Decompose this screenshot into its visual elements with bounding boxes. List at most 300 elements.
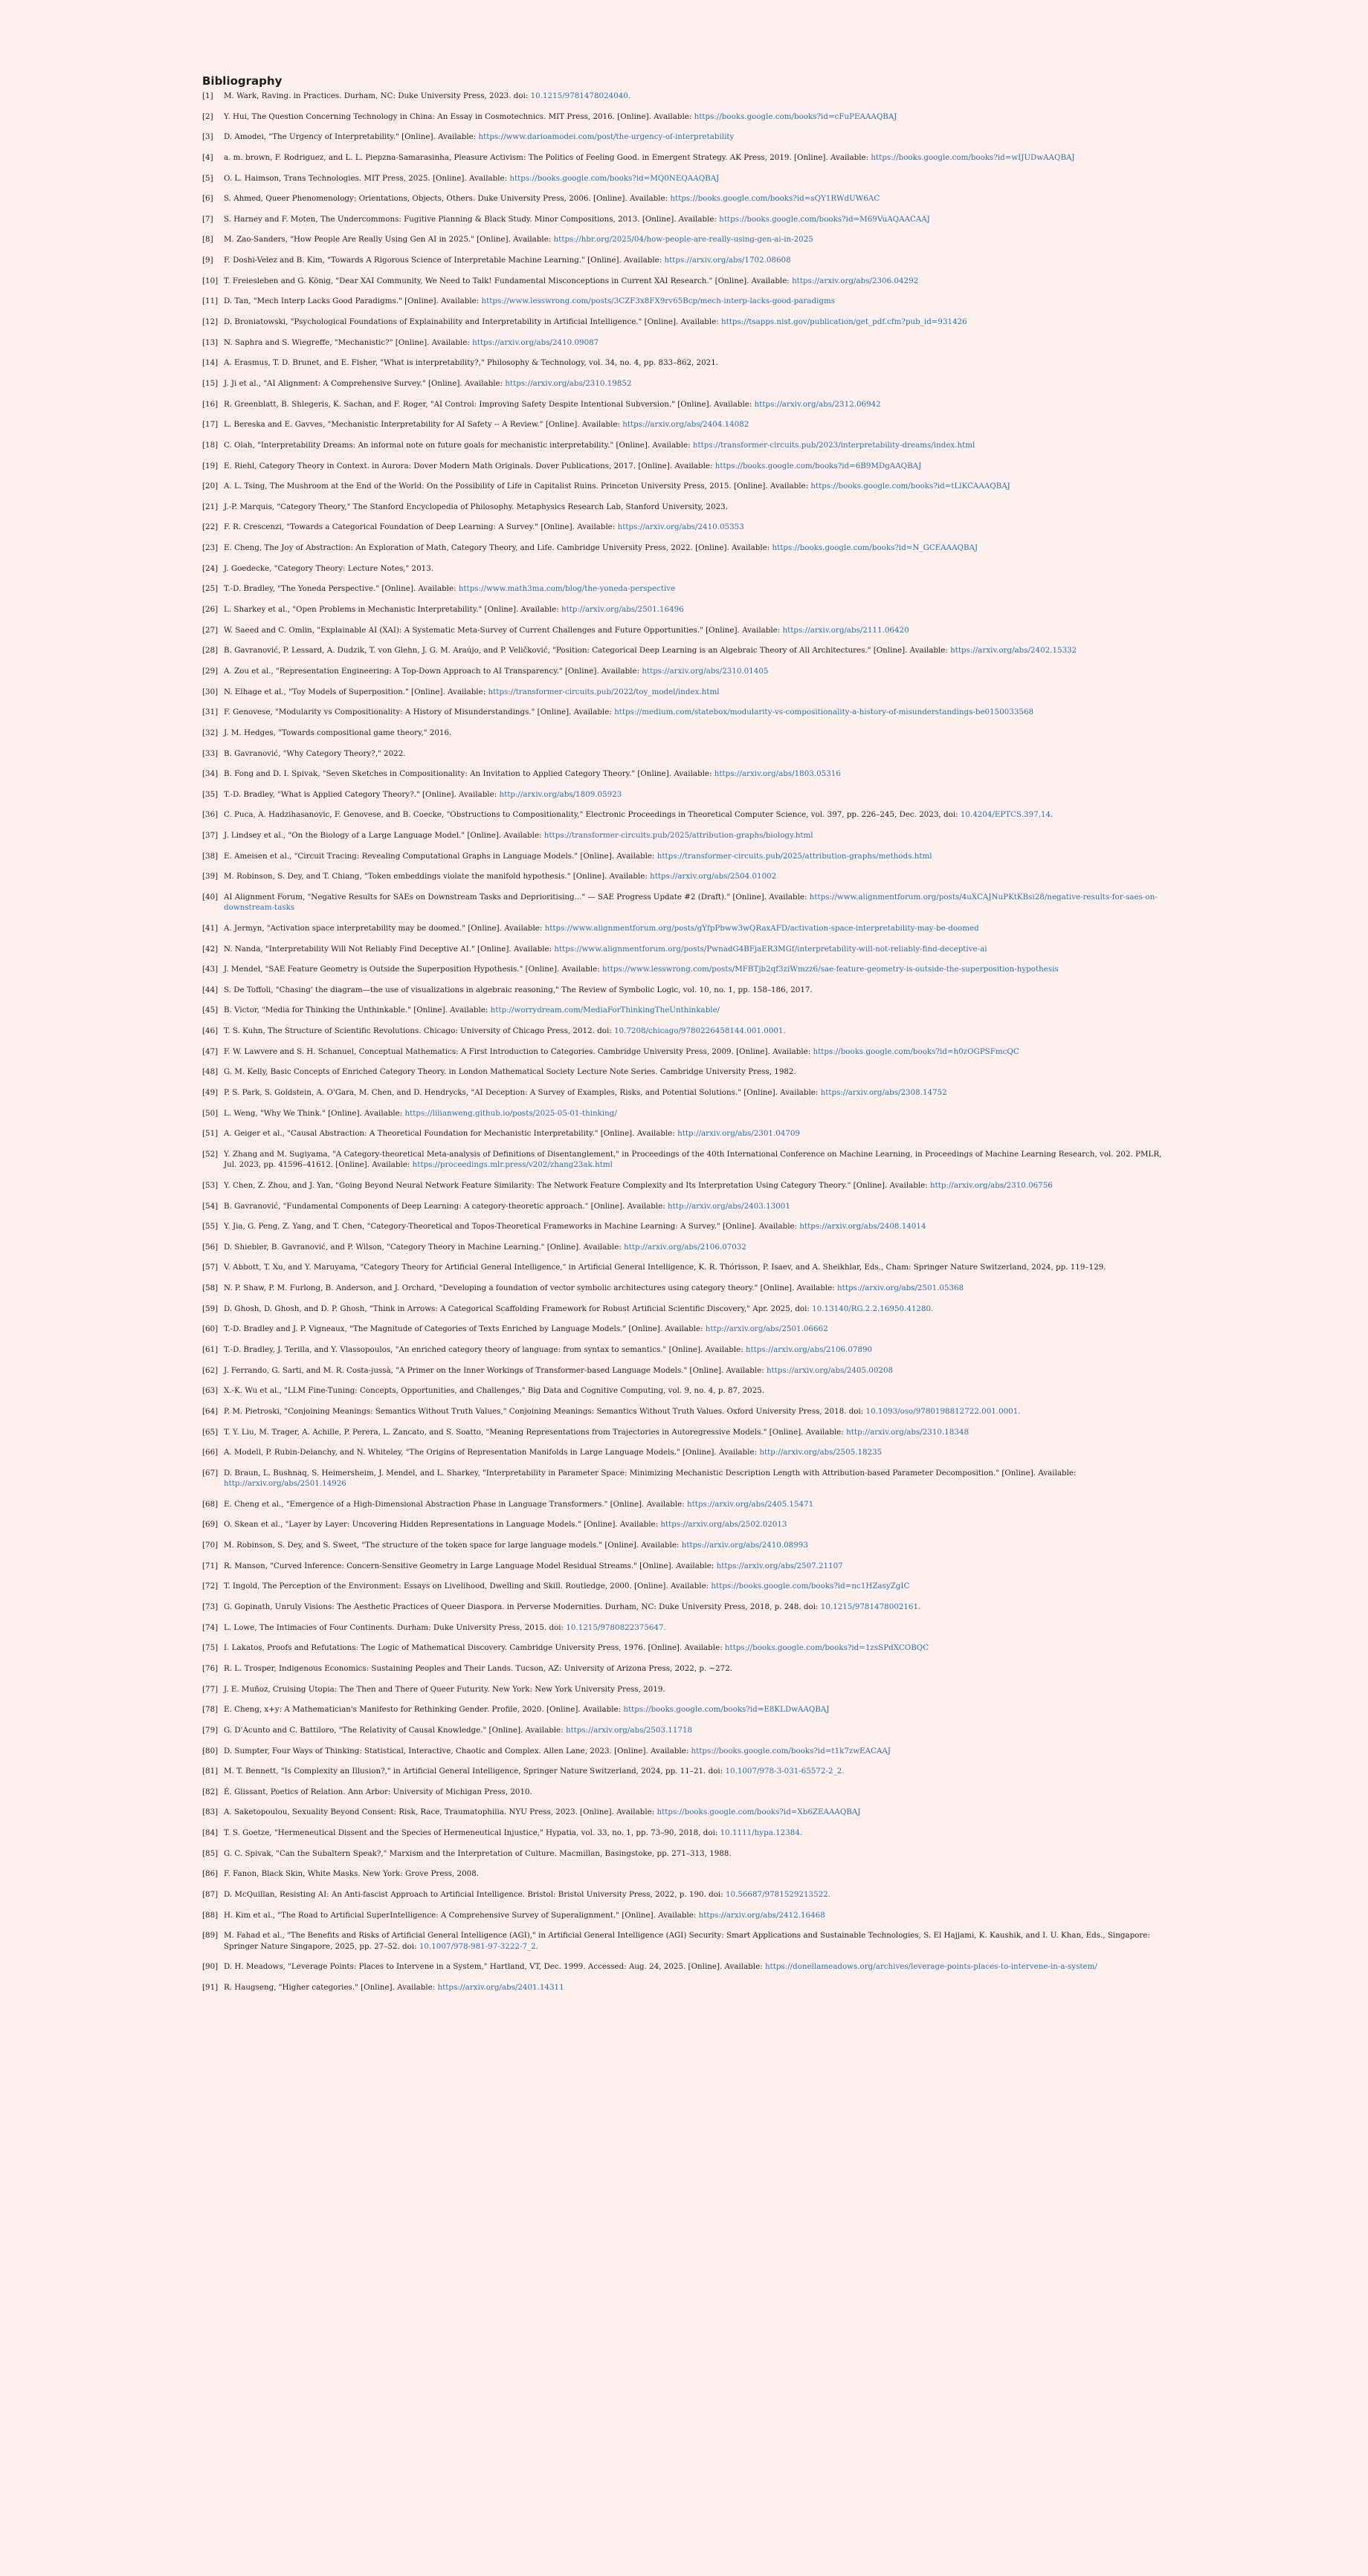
reference-text: T.-D. Bradley, "What is Applied Category Theory?." [Online]. Available: — [224, 789, 500, 799]
reference-text: M. Robinson, S. Dey, and S. Sweet, "The structure of the token space for large language models." [Online]. Available: — [224, 1541, 682, 1550]
reference-link[interactable]: 10.1093/oso/9780198812722.001.0001. — [865, 1406, 1021, 1416]
reference-number: [38] — [202, 851, 219, 861]
reference-body — [224, 461, 1169, 471]
reference-link[interactable]: 10.1007/978-981-97-3222-7_2. — [419, 1941, 538, 1951]
reference-text: É. Glissant, Poetics of Relation. Ann Arbor: University of Michigan Press, 2010. — [224, 1787, 532, 1796]
reference-body — [224, 1704, 1169, 1715]
reference-link[interactable]: http://arxiv.org/abs/1809.05923 — [499, 789, 622, 799]
reference-text: J. Lindsey et al., "On the Biology of a Large Language Model." [Online]. Available: — [224, 831, 544, 841]
reference-link[interactable]: https://arxiv.org/abs/2502.02013 — [660, 1520, 787, 1530]
reference-body — [224, 1540, 1169, 1550]
reference-link[interactable]: https://transformer-circuits.pub/2023/interpretability-dreams/index.html — [692, 440, 975, 450]
reference-text: N. Saphra and S. Wiegreffe, "Mechanistic?" [Online]. Available: — [224, 337, 473, 347]
reference-number: [10] — [202, 276, 219, 285]
reference-text: T. Freiesleben and G. König, "Dear XAI Community, We Need to Talk! Fundamental Misconceptions in Current XAI Research." [Online]. Available: — [224, 276, 793, 285]
reference-number: [55] — [202, 1222, 219, 1232]
reference-link[interactable]: https://arxiv.org/abs/2410.08993 — [681, 1541, 808, 1550]
reference-body — [224, 687, 1169, 697]
reference-text: C. Olah, "Interpretability Dreams: An informal note on future goals for mechanistic interpretability." [Online]. Available: — [224, 440, 693, 450]
reference-number: [32] — [202, 728, 219, 737]
reference-text: M. Zao-Sanders, "How People Are Really Using Gen AI in 2025." [Online]. Available: — [224, 235, 554, 245]
reference-body — [224, 193, 1169, 204]
reference-body — [224, 1602, 1169, 1612]
reference-entry — [202, 1283, 1169, 1293]
reference-link[interactable]: https://arxiv.org/abs/2401.14311 — [437, 1982, 564, 1992]
reference-number: [30] — [202, 687, 219, 696]
reference-entry — [202, 91, 1169, 101]
reference-entry — [202, 1180, 1169, 1191]
reference-entry — [202, 214, 1169, 224]
reference-body — [224, 748, 1169, 759]
reference-entry — [202, 892, 1169, 913]
reference-number: [50] — [202, 1108, 219, 1118]
reference-entry — [202, 337, 1169, 348]
reference-body — [224, 1304, 1169, 1314]
reference-body — [224, 1868, 1169, 1879]
reference-text: A. Zou et al., "Representation Engineering: A Top-Down Approach to AI Transparency." [Online]. Available: — [224, 666, 642, 676]
reference-entry — [202, 1026, 1169, 1036]
reference-body — [224, 255, 1169, 265]
reference-body — [224, 583, 1169, 594]
reference-text: E. Ameisen et al., "Circuit Tracing: Revealing Computational Graphs in Language Models." [Online]. Available: — [224, 851, 657, 861]
reference-body — [224, 923, 1169, 933]
reference-entry — [202, 1242, 1169, 1252]
reference-body — [224, 892, 1169, 913]
reference-number: [18] — [202, 440, 219, 450]
reference-number: [78] — [202, 1705, 219, 1715]
reference-entry — [202, 1982, 1169, 1993]
reference-body — [224, 789, 1169, 800]
reference-entry — [202, 851, 1169, 861]
reference-link[interactable]: https://arxiv.org/abs/2402.15332 — [950, 646, 1077, 656]
reference-body — [224, 276, 1169, 286]
reference-link[interactable]: https://arxiv.org/abs/2507.21107 — [716, 1561, 843, 1570]
reference-link[interactable]: https://books.google.com/books?id=wIJUDwAAQBAJ — [871, 152, 1075, 162]
reference-body — [224, 1766, 1169, 1776]
reference-body — [224, 768, 1169, 779]
reference-link[interactable]: https://arxiv.org/abs/2405.00208 — [766, 1365, 894, 1375]
reference-entry — [202, 964, 1169, 974]
reference-link[interactable]: https://www.darioamodei.com/post/the-urgency-of-interpretability — [478, 132, 735, 142]
reference-number: [8] — [202, 235, 213, 245]
reference-text: X.-K. Wu et al., "LLM Fine-Tuning: Concepts, Opportunities, and Challenges," Big Data and Cognitive Computing, vol. 9, no. 4, p. 87, 2025. — [224, 1386, 765, 1396]
reference-number: [22] — [202, 522, 219, 532]
reference-body — [224, 440, 1169, 450]
reference-link[interactable]: https://books.google.com/books?id=nc1HZasyZgIC — [711, 1582, 910, 1591]
reference-entry — [202, 830, 1169, 841]
reference-link[interactable]: https://books.google.com/books?id=N_GCEAAAQBAJ — [772, 543, 978, 553]
reference-entry — [202, 296, 1169, 306]
reference-body — [224, 378, 1169, 389]
reference-text: L. Lowe, The Intimacies of Four Continents. Durham: Duke University Press, 2015. doi: — [224, 1622, 567, 1632]
reference-number: [87] — [202, 1889, 219, 1899]
reference-entry — [202, 1746, 1169, 1756]
reference-number: [42] — [202, 944, 219, 954]
reference-text: R. Haugseng, "Higher categories." [Online]. Available: — [224, 1982, 438, 1992]
reference-number: [85] — [202, 1848, 219, 1858]
reference-text: A. Saketopoulou, Sexuality Beyond Consent: Risk, Race, Traumatophilia. NYU Press, 2023. [Online]. Available: — [224, 1808, 657, 1817]
reference-body — [224, 1889, 1169, 1900]
reference-entry — [202, 522, 1169, 532]
reference-text: J. Ferrando, G. Sarti, and M. R. Costa-jussà, "A Primer on the Inner Workings of Transformer-based Language Models." [Online]. Available: — [224, 1365, 767, 1375]
reference-number: [91] — [202, 1982, 219, 1992]
reference-body — [224, 1828, 1169, 1838]
reference-link[interactable]: https://www.alignmentforum.org/posts/gYfpPbww3wQRaxAFD/activation-space-interpretability-may-be-doomed — [544, 923, 979, 933]
reference-link[interactable]: 10.4204/EPTCS.397.14. — [960, 810, 1054, 820]
reference-link[interactable]: 10.1111/hypa.12384. — [720, 1828, 803, 1838]
reference-link[interactable]: https://arxiv.org/abs/2408.14014 — [799, 1222, 926, 1232]
reference-number: [89] — [202, 1931, 219, 1941]
reference-text: C. Puca, A. Hadzihasanovic, F. Genovese, and B. Coecke, "Obstructions to Compositionality," Electronic Proceedings in Theoretical Computer Science, vol. 397, pp. 226–245, Dec. 2023, doi: — [224, 810, 961, 820]
reference-body — [224, 337, 1169, 348]
reference-entry — [202, 1725, 1169, 1735]
reference-text: S. De Toffoli, "Chasing' the diagram—the use of visualizations in algebraic reasoning," The Review of Symbolic Logic, vol. 10, no. 1, pp. 158–186, 2017. — [224, 985, 813, 994]
reference-text: R. Greenblatt, B. Shlegeris, K. Sachan, and F. Roger, "AI Control: Improving Safety Despite Intentional Subversion." [Online]. Available: — [224, 399, 755, 409]
reference-link[interactable]: https://arxiv.org/abs/2404.14082 — [622, 420, 749, 430]
reference-link[interactable]: https://arxiv.org/abs/2310.01405 — [642, 666, 769, 676]
reference-link[interactable]: https://books.google.com/books?id=sQY1RWdUW6AC — [670, 194, 880, 204]
reference-entry — [202, 871, 1169, 881]
reference-entry — [202, 419, 1169, 430]
reference-number: [2] — [202, 111, 213, 121]
reference-body — [224, 1447, 1169, 1457]
reference-text: B. Gavranović, "Why Category Theory?," 2022. — [224, 748, 406, 758]
reference-link[interactable]: https://arxiv.org/abs/2310.19852 — [505, 378, 632, 388]
reference-link[interactable]: https://transformer-circuits.pub/2025/attribution-graphs/methods.html — [656, 851, 932, 861]
reference-link[interactable]: https://arxiv.org/abs/1803.05316 — [714, 769, 841, 779]
reference-body — [224, 399, 1169, 410]
reference-number: [31] — [202, 708, 219, 717]
reference-number: [40] — [202, 892, 219, 902]
reference-body — [224, 234, 1169, 245]
reference-text: O. Skean et al., "Layer by Layer: Uncovering Hidden Representations in Language Models." [Online]. Available: — [224, 1520, 661, 1530]
reference-number: [60] — [202, 1324, 219, 1334]
reference-link[interactable]: https://www.math3ma.com/blog/the-yoneda-perspective — [458, 584, 676, 594]
reference-number: [53] — [202, 1180, 219, 1190]
reference-number: [1] — [202, 91, 213, 100]
reference-number: [33] — [202, 748, 219, 758]
reference-text: J.-P. Marquis, "Category Theory," The Stanford Encyclopedia of Philosophy. Metaphysics Research Lab, Stanford University, 2023. — [224, 502, 728, 511]
reference-entry — [202, 357, 1169, 368]
reference-number: [14] — [202, 358, 219, 368]
reference-link[interactable]: http://arxiv.org/abs/2501.06662 — [705, 1324, 828, 1334]
reference-text: N. P. Shaw, P. M. Furlong, B. Anderson, and J. Orchard, "Developing a foundation of vector symbolic architectures using category theory." [Online]. Available: — [224, 1284, 838, 1293]
reference-number: [11] — [202, 297, 219, 306]
reference-text: A. Erasmus, T. D. Brunet, and E. Fisher, "What is interpretability?," Philosophy & Technology, vol. 34, no. 4, pp. 833–862, 2021. — [224, 358, 719, 368]
reference-entry — [202, 1447, 1169, 1457]
reference-text: G. Gopinath, Unruly Visions: The Aesthetic Practices of Queer Diaspora. in Perverse Modernities. Durham, NC: Duke University Press, 2018, p. 248. doi: — [224, 1602, 821, 1612]
reference-link[interactable]: https://arxiv.org/abs/2412.16468 — [698, 1910, 825, 1920]
reference-entry — [202, 255, 1169, 265]
reference-link[interactable]: https://books.google.com/books?id=E8KLDwAAQBAJ — [623, 1705, 830, 1715]
reference-link[interactable]: http://arxiv.org/abs/2501.16496 — [561, 605, 684, 615]
reference-entry — [202, 789, 1169, 800]
reference-entry — [202, 944, 1169, 954]
reference-body — [224, 1499, 1169, 1509]
reference-number: [63] — [202, 1386, 219, 1396]
reference-text: AI Alignment Forum, "Negative Results for SAEs on Downstream Tasks and Deprioritising..." — SAE Progress Update #2 (Draft)." [Online]. Available: — [224, 892, 810, 902]
reference-link[interactable]: http://worrydream.com/MediaForThinkingTheUnthinkable/ — [490, 1006, 720, 1015]
reference-body — [224, 1242, 1169, 1252]
reference-link[interactable]: http://arxiv.org/abs/2403.13001 — [668, 1201, 790, 1211]
reference-link[interactable]: http://arxiv.org/abs/2106.07032 — [624, 1242, 746, 1252]
reference-number: [76] — [202, 1663, 219, 1673]
reference-link[interactable]: https://donellameadows.org/archives/leverage-points-places-to-intervene-in-a-system/ — [764, 1962, 1097, 1972]
reference-link[interactable]: https://books.google.com/books?id=cFuPEAAAQBAJ — [694, 111, 897, 121]
reference-text: L. Bereska and E. Gavves, "Mechanistic Interpretability for AI Safety -- A Review." [Online]. Available: — [224, 420, 623, 430]
reference-link[interactable]: https://arxiv.org/abs/2410.09087 — [472, 337, 599, 347]
reference-link[interactable]: https://books.google.com/books?id=Xb6ZEAAAQBAJ — [656, 1808, 861, 1817]
reference-body — [224, 1005, 1169, 1015]
reference-body — [224, 1581, 1169, 1591]
reference-entry — [202, 563, 1169, 574]
reference-link[interactable]: https://tsapps.nist.gov/publication/get_pdf.cfm?pub_id=931426 — [720, 317, 967, 327]
reference-number: [25] — [202, 584, 219, 594]
reference-number: [72] — [202, 1582, 219, 1591]
reference-entry — [202, 923, 1169, 933]
reference-entry — [202, 1602, 1169, 1612]
reference-link[interactable]: https://arxiv.org/abs/1702.08608 — [664, 256, 791, 265]
reference-body — [224, 1787, 1169, 1797]
reference-number: [66] — [202, 1448, 219, 1457]
reference-link[interactable]: https://books.google.com/books?id=MQ0NEQAAQBAJ — [509, 173, 720, 183]
reference-body — [224, 604, 1169, 615]
reference-entry — [202, 152, 1169, 163]
reference-number: [73] — [202, 1602, 219, 1612]
reference-link[interactable]: http://arxiv.org/abs/2301.04709 — [677, 1129, 800, 1139]
reference-text: W. Saeed and C. Omlin, "Explainable AI (XAI): A Systematic Meta-Survey of Current Challenges and Future Opportunities." [Online]. Available: — [224, 625, 783, 635]
reference-body — [224, 563, 1169, 574]
reference-entry — [202, 1581, 1169, 1591]
reference-link[interactable]: https://arxiv.org/abs/2410.05353 — [617, 522, 744, 532]
reference-text: T. Ingold, The Perception of the Environment: Essays on Livelihood, Dwelling and Skill. Routledge, 2000. [Online]. Available: — [224, 1582, 712, 1591]
reference-entry — [202, 1930, 1169, 1952]
reference-text: M. Fahad et al., "The Benefits and Risks of Artificial General Intelligence (AGI)," in Artificial General Intelligence (AGI) Security: Smart Applications and Sustainable Technologies, S. El Hajjami, K. Kaushik, and I. U. Khan, Eds., Singapore: Springer Nature Singapore, 2025, pp. 27–52. doi: — [224, 1931, 1150, 1951]
reference-number: [47] — [202, 1046, 219, 1056]
reference-entry — [202, 1663, 1169, 1674]
reference-text: P. M. Pietroski, "Conjoining Meanings: Semantics Without Truth Values," Conjoining Meanings: Semantics Without Truth Values. Oxford University Press, 2018. doi: — [224, 1406, 866, 1416]
reference-link[interactable]: https://books.google.com/books?id=t1k7zwEACAAJ — [691, 1746, 891, 1755]
reference-entry — [202, 1540, 1169, 1550]
reference-link[interactable]: https://arxiv.org/abs/2111.06420 — [782, 625, 909, 635]
reference-text: T.-D. Bradley, J. Terilla, and Y. Vlassopoulos, "An enriched category theory of language: from syntax to semantics." [Online]. Available: — [224, 1345, 746, 1355]
reference-body — [224, 625, 1169, 635]
reference-link[interactable]: https://medium.com/statebox/modularity-vs-compositionality-a-history-of-misunderstandings-be0150033568 — [614, 708, 1034, 717]
reference-link[interactable]: https://hbr.org/2025/04/how-people-are-really-using-gen-ai-in-2025 — [553, 235, 813, 245]
reference-body — [224, 1406, 1169, 1417]
reference-link[interactable]: https://arxiv.org/abs/2308.14752 — [820, 1088, 947, 1098]
reference-body — [224, 1746, 1169, 1756]
reference-number: [37] — [202, 831, 219, 841]
reference-body — [224, 707, 1169, 717]
reference-text: Y. Zhang and M. Sugiyama, "A Category-theoretical Meta-analysis of Definitions of Disentanglement," in Proceedings of the 40th International Conference on Machine Learning, in Proceedings of Machine Learning Research, vol. 202. PMLR, Jul. 2023, pp. 41596–41612. [Online]. Available: — [224, 1149, 1162, 1170]
reference-text: B. Fong and D. I. Spivak, "Seven Sketches in Compositionality: An Invitation to Applied Category Theory." [Online]. Available: — [224, 769, 714, 779]
reference-link[interactable]: 10.7208/chicago/9780226458144.001.0001. — [614, 1026, 786, 1036]
reference-entry — [202, 1149, 1169, 1171]
reference-link[interactable]: http://arxiv.org/abs/2310.18348 — [846, 1427, 969, 1437]
reference-body — [224, 1725, 1169, 1735]
reference-entry — [202, 1108, 1169, 1119]
reference-text: D. Braun, L. Bushnaq, S. Heimersheim, J. Mendel, and L. Sharkey, "Interpretability in Parameter Space: Minimizing Mechanistic Description Length with Attribution-based Parameter Decomposition." [Online]. Available: — [224, 1468, 1077, 1478]
reference-entry — [202, 1468, 1169, 1489]
reference-link[interactable]: 10.56687/9781529213522. — [725, 1889, 830, 1899]
reference-link[interactable]: https://www.lesswrong.com/posts/MFBTjb2qf3ziWmzz6/sae-feature-geometry-is-outside-the-superposition-hypothesis — [602, 965, 1059, 974]
reference-number: [49] — [202, 1088, 219, 1098]
reference-link[interactable]: https://arxiv.org/abs/2503.11718 — [565, 1725, 693, 1735]
reference-entry — [202, 1848, 1169, 1859]
reference-link[interactable]: 10.13140/RG.2.2.16950.41280. — [812, 1304, 934, 1313]
reference-link[interactable]: https://books.google.com/books?id=tLlKCAAAQBAJ — [810, 482, 1010, 491]
reference-link[interactable]: http://arxiv.org/abs/2505.18235 — [759, 1448, 883, 1457]
reference-number: [83] — [202, 1808, 219, 1817]
reference-text: H. Kim et al., "The Road to Artificial SuperIntelligence: A Comprehensive Survey of Superalignment." [Online]. Available: — [224, 1910, 699, 1920]
reference-entry — [202, 1561, 1169, 1571]
reference-number: [45] — [202, 1006, 219, 1015]
reference-text: S. Harney and F. Moten, The Undercommons: Fugitive Planning & Black Study. Minor Compositions, 2013. [Online]. Available: — [224, 214, 720, 224]
reference-body — [224, 111, 1169, 122]
reference-entry — [202, 1005, 1169, 1015]
reference-number: [12] — [202, 317, 219, 327]
reference-entry — [202, 1828, 1169, 1838]
reference-text: A. Jermyn, "Activation space interpretability may be doomed." [Online]. Available: — [224, 923, 545, 933]
reference-entry — [202, 1961, 1169, 1972]
reference-number: [81] — [202, 1767, 219, 1776]
reference-body — [224, 1201, 1169, 1211]
reference-body — [224, 419, 1169, 430]
reference-body — [224, 645, 1169, 656]
reference-body — [224, 1910, 1169, 1920]
reference-body — [224, 1468, 1169, 1489]
reference-text: L. Sharkey et al., "Open Problems in Mechanistic Interpretability." [Online]. Available: — [224, 605, 561, 615]
reference-link[interactable]: https://arxiv.org/abs/2306.04292 — [792, 276, 919, 285]
reference-link[interactable]: https://books.google.com/books?id=h0zOGPSFmcQC — [813, 1046, 1019, 1056]
reference-entry — [202, 502, 1169, 512]
reference-number: [77] — [202, 1684, 219, 1694]
reference-number: [6] — [202, 194, 213, 204]
reference-number: [20] — [202, 482, 219, 491]
reference-entry — [202, 1787, 1169, 1797]
reference-body — [224, 296, 1169, 306]
reference-entry — [202, 378, 1169, 389]
reference-link[interactable]: https://transformer-circuits.pub/2025/attribution-graphs/biology.html — [543, 831, 813, 841]
reference-body — [224, 1427, 1169, 1437]
reference-link[interactable]: https://proceedings.mlr.press/v202/zhang23ak.html — [412, 1160, 613, 1170]
reference-body — [224, 317, 1169, 327]
reference-entry — [202, 1087, 1169, 1098]
reference-text: E. Cheng, The Joy of Abstraction: An Exploration of Math, Category Theory, and Life. Cambridge University Press, 2022. [Online]. Available: — [224, 543, 772, 553]
reference-text: D. Shiebler, B. Gavranović, and P. Wilson, "Category Theory in Machine Learning." [Online]. Available: — [224, 1242, 625, 1252]
reference-entry — [202, 625, 1169, 635]
reference-text: Y. Hui, The Question Concerning Technology in China: An Essay in Cosmotechnics. MIT Press, 2016. [Online]. Available: — [224, 111, 694, 121]
reference-entry — [202, 728, 1169, 738]
reference-link[interactable]: https://arxiv.org/abs/2312.06942 — [754, 399, 881, 409]
reference-link[interactable]: https://www.lesswrong.com/posts/3CZF3x8FX9rv65Bcp/mech-interp-lacks-good-paradigms — [481, 297, 836, 306]
reference-text: N. Elhage et al., "Toy Models of Superposition." [Online]. Available: — [224, 687, 488, 696]
reference-text: J. Ji et al., "AI Alignment: A Comprehensive Survey." [Online]. Available: — [224, 378, 506, 388]
reference-link[interactable]: http://arxiv.org/abs/2501.14926 — [224, 1479, 346, 1489]
reference-entry — [202, 583, 1169, 594]
reference-number: [39] — [202, 872, 219, 881]
reference-number: [16] — [202, 399, 219, 409]
reference-link[interactable]: https://transformer-circuits.pub/2022/toy_model/index.html — [488, 687, 720, 696]
reference-link[interactable]: https://www.alignmentforum.org/posts/4uXCAJNuPKtKBsi28/negative-results-for-saes-on-downstream-tasks — [224, 892, 1158, 913]
reference-number: [44] — [202, 985, 219, 994]
reference-list — [202, 91, 1169, 1993]
reference-number: [9] — [202, 256, 213, 265]
reference-number: [84] — [202, 1828, 219, 1838]
reference-link[interactable]: https://books.google.com/books?id=1zsSPdXCOBQC — [724, 1643, 929, 1653]
reference-link[interactable]: https://arxiv.org/abs/2501.05368 — [837, 1284, 964, 1293]
reference-text: V. Abbott, T. Xu, and Y. Maruyama, "Category Theory for Artificial General Intelligence," in Artificial General Intelligence, K. R. Thórisson, P. Isaev, and A. Sheikhlar, Eds., Cham: Springer Nature Switzerland, 2024, pp. 119–129. — [224, 1263, 1106, 1272]
reference-entry — [202, 1385, 1169, 1396]
reference-link[interactable]: 10.1215/9781478024040. — [530, 91, 631, 100]
reference-link[interactable]: 10.1215/9780822375647. — [566, 1622, 666, 1632]
reference-entry — [202, 1868, 1169, 1879]
reference-number: [21] — [202, 502, 219, 511]
reference-entry — [202, 1046, 1169, 1057]
reference-body — [224, 809, 1169, 820]
reference-text: M. Robinson, S. Dey, and T. Chiang, "Token embeddings violate the manifold hypothesis." [Online]. Available: — [224, 872, 651, 881]
reference-text: F. Doshi-Velez and B. Kim, "Towards A Rigorous Science of Interpretable Machine Learning." [Online]. Available: — [224, 256, 665, 265]
reference-number: [57] — [202, 1263, 219, 1272]
reference-text: A. Modell, P. Rubin-Delanchy, and N. Whiteley, "The Origins of Representation Manifolds in Large Language Models." [Online]. Available: — [224, 1448, 760, 1457]
reference-text: M. T. Bennett, "Is Complexity an Illusion?," in Artificial General Intelligence, Springer Nature Switzerland, 2024, pp. 11–21. doi: — [224, 1767, 726, 1776]
reference-body — [224, 1180, 1169, 1191]
reference-body — [224, 1961, 1169, 1972]
reference-entry — [202, 687, 1169, 697]
reference-entry — [202, 173, 1169, 184]
reference-link[interactable]: https://arxiv.org/abs/2106.07890 — [745, 1345, 873, 1355]
reference-link[interactable]: https://www.alignmentforum.org/posts/PwnadG4BFjaER3MGf/interpretability-will-not-reliably-find-deceptive-ai — [554, 944, 987, 954]
reference-entry — [202, 1262, 1169, 1272]
reference-link[interactable]: https://arxiv.org/abs/2405.15471 — [687, 1499, 814, 1509]
reference-entry — [202, 768, 1169, 779]
reference-number: [4] — [202, 152, 213, 162]
reference-link[interactable]: 10.1215/9781478002161. — [820, 1602, 921, 1612]
reference-link[interactable]: https://books.google.com/books?id=6B9MDgAAQBAJ — [714, 461, 922, 470]
reference-body — [224, 481, 1169, 491]
reference-text: E. Cheng, x+y: A Mathematician's Manifesto for Rethinking Gender. Profile, 2020. [Online]. Available: — [224, 1705, 624, 1715]
reference-entry — [202, 1201, 1169, 1211]
reference-body — [224, 944, 1169, 954]
reference-body — [224, 830, 1169, 841]
reference-entry — [202, 193, 1169, 204]
reference-entry — [202, 1766, 1169, 1776]
reference-text: A. Geiger et al., "Causal Abstraction: A Theoretical Foundation for Mechanistic Interpretability." [Online]. Available: — [224, 1129, 678, 1139]
reference-entry — [202, 461, 1169, 471]
reference-body — [224, 666, 1169, 676]
reference-link[interactable]: https://lilianweng.github.io/posts/2025-05-01-thinking/ — [404, 1108, 617, 1118]
reference-number: [62] — [202, 1365, 219, 1375]
reference-link[interactable]: https://arxiv.org/abs/2504.01002 — [650, 872, 777, 881]
reference-text: B. Victor, "Media for Thinking the Unthinkable." [Online]. Available: — [224, 1006, 491, 1015]
reference-number: [26] — [202, 605, 219, 615]
reference-body — [224, 1324, 1169, 1334]
reference-link[interactable]: http://arxiv.org/abs/2310.06756 — [929, 1180, 1053, 1190]
reference-entry — [202, 1910, 1169, 1920]
reference-link[interactable]: https://books.google.com/books?id=M69VuAQAACAAJ — [719, 214, 930, 224]
reference-body — [224, 1365, 1169, 1376]
reference-link[interactable]: 10.1007/978-3-031-65572-2_2. — [725, 1767, 845, 1776]
reference-number: [69] — [202, 1520, 219, 1530]
reference-body — [224, 1026, 1169, 1036]
reference-body — [224, 173, 1169, 184]
reference-entry — [202, 985, 1169, 995]
reference-text: A. L. Tsing, The Mushroom at the End of the World: On the Possibility of Life in Capitalist Ruins. Princeton University Press, 2015. [Online]. Available: — [224, 482, 811, 491]
reference-entry — [202, 440, 1169, 450]
reference-number: [43] — [202, 965, 219, 974]
reference-number: [86] — [202, 1869, 219, 1879]
